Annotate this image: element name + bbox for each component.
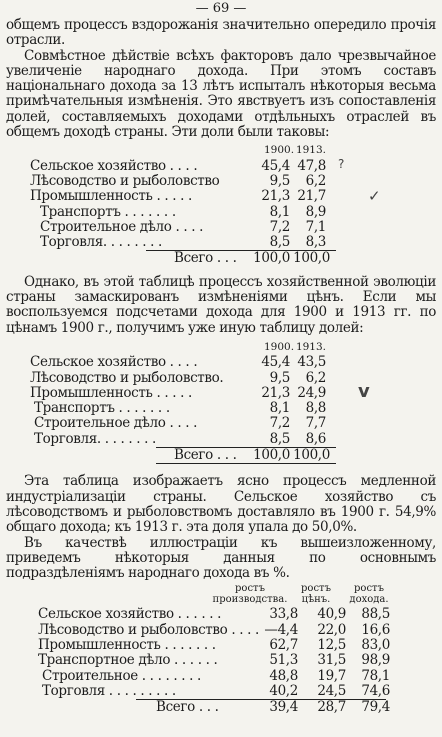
table-row bbox=[6, 638, 436, 653]
row-label: Строительное дѣло . . . . bbox=[40, 219, 204, 235]
row-label: Сельское хозяйство . . . . bbox=[30, 158, 198, 174]
row-label: Лѣсоводство и рыболовство . . . . bbox=[38, 622, 259, 638]
table-total-row bbox=[6, 700, 436, 715]
paragraph-1: общемъ процессъ вздорожанія значительно опередило прочія отрасли. bbox=[6, 17, 436, 49]
table-row bbox=[6, 220, 436, 235]
total-income: 79,4 bbox=[361, 699, 390, 716]
column-header-1913: 1913. bbox=[295, 144, 326, 157]
total-1913: 100,0 bbox=[293, 447, 330, 464]
value-production: 33,8 bbox=[269, 606, 298, 623]
table-row bbox=[6, 159, 436, 174]
row-label: Торговля. . . . . . . . bbox=[40, 235, 162, 251]
table-row bbox=[6, 623, 436, 638]
value-prices: 40,9 bbox=[317, 606, 346, 623]
value-income: 98,9 bbox=[361, 652, 390, 669]
value-1900: 8,5 bbox=[269, 430, 290, 447]
value-income: 88,5 bbox=[361, 606, 390, 623]
table-row bbox=[6, 432, 436, 447]
value-1900: 45,4 bbox=[261, 354, 290, 371]
row-label: Промышленность . . . . . . . bbox=[38, 637, 216, 653]
table-row bbox=[6, 355, 436, 370]
header-line-2: цѣнъ. bbox=[301, 594, 331, 606]
value-1913: 8,6 bbox=[305, 430, 326, 447]
value-1913: 7,7 bbox=[305, 415, 326, 432]
table-row bbox=[6, 416, 436, 431]
total-label: Всего . . . bbox=[174, 448, 237, 464]
total-1913: 100,0 bbox=[293, 250, 330, 267]
value-prices: 12,5 bbox=[317, 636, 346, 653]
value-income: 16,6 bbox=[361, 621, 390, 638]
value-1900: 45,4 bbox=[261, 157, 290, 174]
handwritten-check-mark: ✓ bbox=[368, 187, 381, 206]
value-production: —4,4 bbox=[264, 621, 298, 638]
value-1900: 9,5 bbox=[269, 172, 290, 189]
value-production: 51,3 bbox=[269, 652, 298, 669]
value-1900: 9,5 bbox=[269, 369, 290, 386]
value-1913: 24,9 bbox=[297, 384, 326, 401]
value-1913: 8,9 bbox=[305, 203, 326, 220]
table-shares-current-prices bbox=[6, 143, 436, 266]
handwritten-tick-mark: v bbox=[358, 380, 370, 402]
table-shares-constant-prices bbox=[6, 340, 436, 464]
table-row bbox=[6, 684, 436, 699]
row-label: Промышленность . . . . . bbox=[30, 189, 192, 205]
row-label: Лѣсоводство и рыболовство. bbox=[30, 370, 224, 386]
table-row bbox=[6, 669, 436, 684]
paragraph-2: Совмѣстное дѣйствіе всѣхъ факторовъ дало чрезвычайное увеличеніе народнаго дохода. При этомъ составъ національнаго дохода за 13 лѣтъ испыталъ нѣкоторыя весьма примѣчательныя измѣненія. Это явствуетъ изъ сопоставленія долей, составляемыхъ доходами отдѣльныхъ отраслей въ общемъ доходѣ страны. Эти доли были таковы: bbox=[6, 47, 436, 141]
value-1913: 8,3 bbox=[305, 234, 326, 251]
value-1913: 7,1 bbox=[305, 218, 326, 235]
table-bottom-rule bbox=[156, 463, 336, 464]
table-row bbox=[6, 235, 436, 250]
row-label: Транспортное дѣло . . . . . . bbox=[38, 653, 218, 669]
total-production: 39,4 bbox=[269, 699, 298, 716]
value-prices: 24,5 bbox=[317, 682, 346, 699]
value-1913: 21,7 bbox=[297, 188, 326, 205]
value-prices: 22,0 bbox=[317, 621, 346, 638]
value-production: 62,7 bbox=[269, 636, 298, 653]
table-row bbox=[6, 371, 436, 386]
table-row bbox=[6, 205, 436, 220]
table-row bbox=[6, 380, 436, 402]
paragraph-5: Въ качествѣ иллюстраціи къ вышеизложенному, приведемъ нѣкоторыя данныя по основнымъ подраздѣленіямъ народнаго дохода въ %. bbox=[6, 534, 436, 582]
table-row bbox=[6, 653, 436, 668]
value-income: 78,1 bbox=[361, 667, 390, 684]
row-label: Сельское хозяйство . . . . bbox=[30, 355, 198, 371]
total-1900: 100,0 bbox=[253, 250, 290, 267]
value-1900: 21,3 bbox=[261, 188, 290, 205]
value-1900: 8,1 bbox=[269, 400, 290, 417]
row-label: Торговля . . . . . . . . . bbox=[42, 683, 176, 699]
handwritten-question-mark: ? bbox=[338, 157, 345, 172]
column-header-prices bbox=[290, 583, 342, 607]
column-header-1900: 1900. bbox=[264, 340, 295, 353]
value-1913: 43,5 bbox=[297, 354, 326, 371]
paragraph-4: Эта таблица изображаетъ ясно процессъ медленной индустріализаціи страны. Сельское хозяйство съ лѣсоводствомъ и рыболовствомъ доставляло въ 1900 г. 54,9% общаго дохода; къ 1913 г. эта доля упала до 50,0%. bbox=[6, 473, 436, 536]
column-header-production bbox=[210, 583, 290, 607]
row-label: Сельское хозяйство . . . . . . bbox=[38, 607, 222, 623]
table-row bbox=[6, 401, 436, 416]
value-1900: 8,1 bbox=[269, 203, 290, 220]
column-header-1913: 1913. bbox=[295, 340, 326, 353]
total-1900: 100,0 bbox=[253, 447, 290, 464]
table-growth-rates bbox=[6, 583, 436, 715]
header-line-1: ростъ bbox=[301, 583, 331, 595]
value-1900: 8,5 bbox=[269, 234, 290, 251]
total-label: Всего . . . bbox=[156, 700, 219, 716]
table-header-row bbox=[6, 143, 436, 158]
header-line-2: дохода. bbox=[349, 594, 389, 606]
table-row bbox=[6, 607, 436, 622]
value-1900: 7,2 bbox=[269, 415, 290, 432]
total-prices: 28,7 bbox=[317, 699, 346, 716]
value-1913: 6,2 bbox=[305, 369, 326, 386]
table-total-row bbox=[6, 251, 436, 266]
value-1913: 47,8 bbox=[297, 157, 326, 174]
table-header-row bbox=[6, 583, 436, 607]
column-header-income bbox=[342, 583, 396, 607]
row-label: Строительное . . . . . . . . bbox=[42, 668, 201, 684]
row-label: Транспортъ . . . . . . . bbox=[40, 204, 176, 220]
value-1913: 6,2 bbox=[305, 172, 326, 189]
column-header-1900: 1900. bbox=[264, 144, 295, 157]
value-1913: 8,8 bbox=[305, 400, 326, 417]
row-label: Лѣсоводство и рыболовство bbox=[30, 173, 220, 189]
row-label: Промышленность . . . . . bbox=[30, 385, 192, 401]
total-label: Всего . . . bbox=[174, 251, 237, 267]
value-prices: 19,7 bbox=[317, 667, 346, 684]
value-1900: 21,3 bbox=[261, 384, 290, 401]
value-1900: 7,2 bbox=[269, 218, 290, 235]
value-income: 83,0 bbox=[361, 636, 390, 653]
value-prices: 31,5 bbox=[317, 652, 346, 669]
value-production: 40,2 bbox=[269, 682, 298, 699]
table-total-row bbox=[6, 448, 436, 463]
paragraph-3: Однако, въ этой таблицѣ процессъ хозяйственной эволюціи страны замаскированъ измѣненіями цѣнъ. Если мы воспользуемся подсчетами дохода для 1900 и 1913 гг. по цѣнамъ 1900 г., получимъ уже иную таблицу долей: bbox=[6, 273, 436, 336]
value-production: 48,8 bbox=[269, 667, 298, 684]
row-label: Транспортъ . . . . . . . bbox=[34, 401, 170, 417]
row-label: Торговля. . . . . . . . bbox=[34, 431, 156, 447]
page-number: — 69 — bbox=[195, 1, 247, 16]
row-label: Строительное дѣло . . . . bbox=[34, 416, 198, 432]
value-income: 74,6 bbox=[361, 682, 390, 699]
header-line-1: ростъ bbox=[235, 583, 265, 595]
header-line-2: производства. bbox=[212, 594, 288, 606]
header-line-1: ростъ bbox=[354, 583, 384, 595]
table-header-row bbox=[6, 340, 436, 355]
